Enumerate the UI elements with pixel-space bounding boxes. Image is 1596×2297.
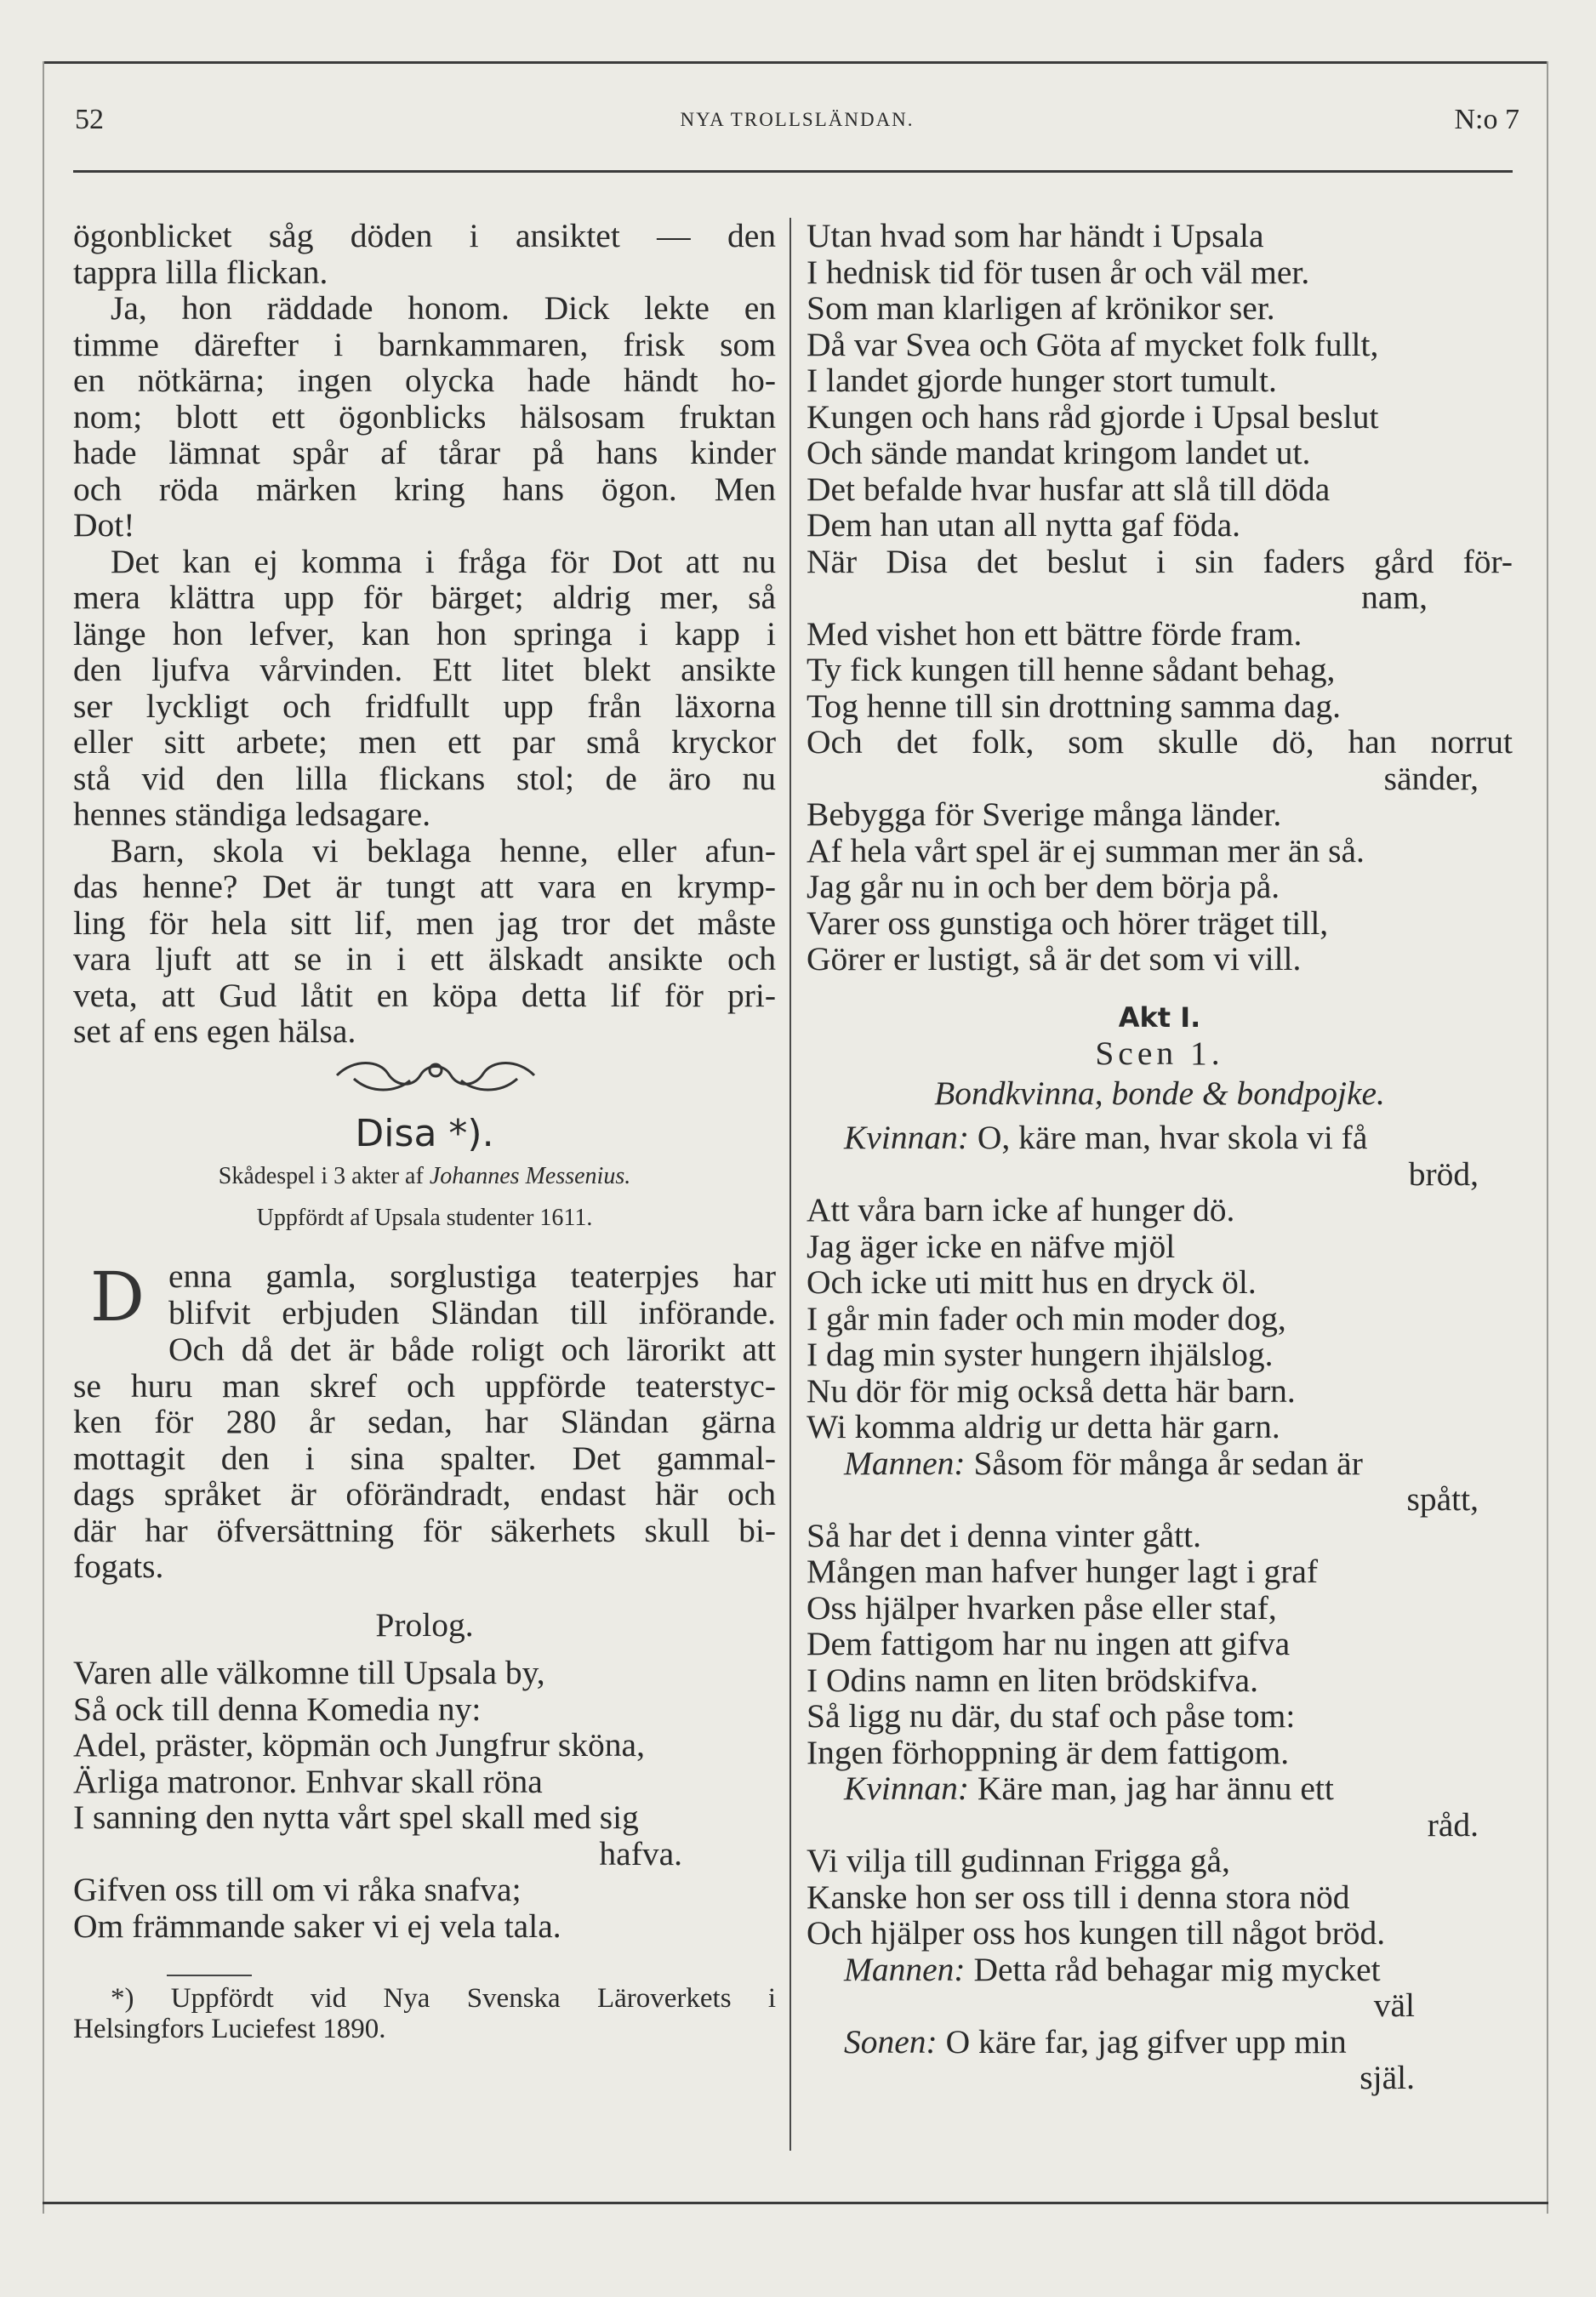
verse-line: Varen alle välkomne till Upsala by,	[73, 1654, 545, 1691]
text-line: mera klättra upp för bärget; aldrig mer, så	[73, 579, 776, 616]
verse-line: Ärliga matronor. Enhvar skall röna	[73, 1762, 543, 1800]
verse-line: Mången man hafver hunger lagt i graf	[807, 1553, 1319, 1590]
text-line: eller sitt arbete; men ett par små kryckor	[73, 723, 776, 761]
text-line: ling för hela sitt lif, men jag tror det måste	[73, 903, 776, 942]
verse-line: Utan hvad som har händt i Upsala	[807, 217, 1264, 254]
text-line: mottagit den i sina spalter. Det gammal-	[73, 1439, 776, 1477]
verse-continuation: hafva.	[599, 1834, 682, 1872]
scene-persons: Bondkvinna, bonde & bondpojke.	[934, 1074, 1385, 1112]
text-line: nom; blott ett ögonblicks hälsosam fruktan	[73, 397, 776, 436]
left-column	[73, 218, 776, 2044]
verse-line: Wi komma aldrig ur detta här garn.	[807, 1408, 1280, 1445]
line-text: Detta råd behagar mig mycket	[965, 1950, 1381, 1988]
text-line: stå vid den lilla flickans stol; de äro nu	[73, 759, 776, 797]
bottom-rule	[43, 2202, 1548, 2204]
text-line: das henne? Det är tungt att vara en krymp-	[73, 868, 776, 905]
prolog-heading: Prolog.	[375, 1605, 474, 1644]
verse-continuation: bröd,	[1408, 1154, 1479, 1193]
ornament-divider	[73, 1050, 776, 1104]
verse-line: Kanske hon ser oss till i denna stora nöd	[807, 1878, 1350, 1916]
story-ending	[73, 218, 776, 1050]
text-line: länge hon lefver, kan hon springa i kapp i	[73, 614, 776, 653]
text-line: ser lyckligt och fridfullt upp från läxorna	[73, 687, 776, 725]
verse-line: Och hjälper oss hos kungen till något bröd.	[807, 1914, 1386, 1952]
text-line: Och då det är både roligt och lärorikt att	[168, 1331, 776, 1368]
text-line: blifvit erbjuden Sländan till införande.	[168, 1293, 776, 1331]
verse-continuation: sänder,	[1383, 759, 1479, 797]
speaker-label: Sonen:	[844, 2022, 938, 2060]
line-text: O käre far, jag gifver upp min	[937, 2022, 1347, 2060]
verse-line: Dem fattigom har nu ingen att gifva	[807, 1625, 1291, 1662]
subtitle-text: Skådespel i 3 akter af	[218, 1163, 430, 1189]
footnote-rule	[167, 1975, 252, 1976]
text-line: ken för 280 år sedan, har Sländan gärna	[73, 1403, 776, 1440]
verse-line: I landet gjorde hunger stort tumult.	[807, 362, 1277, 399]
verse-line: Tog henne till sin drottning samma dag.	[807, 687, 1342, 725]
text-line: tappra lilla flickan.	[73, 253, 328, 291]
verse-line: Så ock till denna Komedia ny:	[73, 1690, 482, 1728]
verse-line: Dem han utan all nytta gaf föda.	[807, 506, 1241, 544]
column-divider	[789, 218, 791, 2151]
verse-line: Nu dör för mig också detta här barn.	[807, 1371, 1296, 1410]
verse-line: I Odins namn en liten brödskifva.	[807, 1661, 1258, 1699]
text-line: och röda märken kring hans ögon. Men	[73, 470, 776, 508]
speaker-label: Mannen:	[844, 1444, 966, 1482]
text-line: den ljufva vårvinden. Ett litet blekt ansikte	[73, 651, 776, 688]
top-border-rule	[43, 61, 1548, 64]
verse-line: I dag min syster hungern ihjälslog.	[807, 1336, 1274, 1373]
verse-line: Så ligg nu där, du staf och påse tom:	[807, 1697, 1296, 1735]
footnote-line: Helsingfors Luciefest 1890.	[73, 2014, 386, 2044]
speaker-label: Kvinnan:	[844, 1119, 970, 1156]
verse-line: I sanning den nytta vårt spel skall med sig	[73, 1798, 639, 1836]
verse-line: Och det folk, som skulle dö, han norrut	[807, 723, 1513, 761]
line-text: Käre man, jag har ännu ett	[969, 1770, 1334, 1807]
text-line: enna gamla, sorglustiga teaterpjes har	[168, 1257, 776, 1295]
prolog-verse	[73, 1655, 776, 1944]
footnote-line: *) Uppfördt vid Nya Svenska Läroverkets i	[111, 1983, 776, 2014]
right-column	[807, 218, 1513, 2096]
speaker-label: Mannen:	[844, 1950, 966, 1988]
verse-line: Görer er lustigt, så är det som vi vill.	[807, 940, 1302, 978]
verse-line: Varer oss gunstiga och hörer träget till,	[807, 903, 1329, 942]
verse-continuation: själ.	[1359, 2059, 1415, 2096]
verse-line: Om främmande saker vi ej vela tala.	[73, 1907, 561, 1945]
verse-line: I hednisk tid för tusen år och väl mer.	[807, 253, 1310, 291]
left-border-rule	[43, 61, 44, 2214]
verse-line: Och icke uti mitt hus en dryck öl.	[807, 1263, 1257, 1301]
verse-line: Adel, präster, köpmän och Jungfrur sköna,	[73, 1726, 645, 1764]
page-header	[75, 104, 1519, 141]
text-line: fogats.	[73, 1547, 164, 1585]
intro-paragraph	[73, 1258, 776, 1585]
verse-line: Så har det i denna vinter gått.	[807, 1516, 1201, 1554]
text-line: set af ens egen hälsa.	[73, 1012, 356, 1050]
verse-continuation: spått,	[1406, 1480, 1479, 1518]
text-line: dags språket är oförändradt, endast här och	[73, 1475, 776, 1513]
page-number: 52	[75, 104, 104, 135]
text-line: Det kan ej komma i fråga för Dot att nu	[111, 542, 776, 580]
text-line: hade lämnat spår af tårar på hans kinder	[73, 434, 776, 471]
dialogue-line	[807, 1120, 1513, 1156]
line-text: Såsom för många år sedan är	[965, 1444, 1363, 1482]
dialogue-line	[807, 1952, 1513, 1988]
verse-line: Med vishet hon ett bättre förde fram.	[807, 614, 1302, 653]
verse-continuation: väl	[1373, 1986, 1415, 2024]
text-line: där har öfversättning för säkerhets skull bi-	[73, 1511, 776, 1549]
verse-line: Kungen och hans råd gjorde i Upsal beslut	[807, 397, 1379, 436]
dialogue-line	[807, 2024, 1513, 2060]
verse-line: I går min fader och min moder dog,	[807, 1299, 1286, 1337]
text-line: en nötkärna; ingen olycka hade händt ho-	[73, 362, 776, 399]
drop-cap: D	[89, 1257, 145, 1337]
verse-line: Som man klarligen af krönikor ser.	[807, 289, 1275, 327]
text-line: vara ljuft att se in i ett älskadt ansikte och	[73, 940, 776, 978]
text-line: hennes ständiga ledsagare.	[73, 795, 431, 833]
verse-line: Vi vilja till gudinnan Frigga gå,	[807, 1842, 1230, 1879]
right-border-rule	[1547, 61, 1548, 2214]
text-line: veta, att Gud låtit en köpa detta lif för pri-	[73, 976, 776, 1014]
text-line: ögonblicket såg döden i ansiktet — den	[73, 217, 776, 254]
verse-line: Oss hjälper hvarken påse eller staf,	[807, 1588, 1277, 1627]
dialogue	[807, 1120, 1513, 2096]
scene-heading: Scen 1.	[1095, 1035, 1224, 1072]
act-heading: Akt I.	[1118, 1000, 1201, 1034]
verse-line: Det befalde hvar husfar att slå till döda	[807, 470, 1331, 508]
author-name: Johannes Messenius.	[429, 1163, 631, 1189]
text-line: Ja, hon räddade honom. Dick lekte en	[111, 289, 776, 327]
issue-number: N:o 7	[1454, 104, 1519, 135]
text-line: se huru man skref och uppförde teaterstyc-	[73, 1366, 776, 1405]
dialogue-line	[807, 1445, 1513, 1482]
verse-continuation: nam,	[1361, 579, 1428, 616]
header-rule	[73, 170, 1513, 173]
dialogue-line	[807, 1770, 1513, 1807]
article-title: Disa *).	[355, 1111, 494, 1155]
verse-line: Och sände mandat kringom landet ut.	[807, 434, 1311, 471]
verse-line: Bebygga för Sverige många länder.	[807, 795, 1282, 833]
publication-title: NYA TROLLSLÄNDAN.	[680, 109, 915, 130]
performance-note: Uppfördt af Upsala studenter 1611.	[256, 1204, 593, 1231]
text-line: Dot!	[73, 506, 135, 544]
verse-line: Ingen förhoppning är dem fattigom.	[807, 1733, 1290, 1771]
verse-line: Jag går nu in och ber dem börja på.	[807, 868, 1280, 905]
text-line: Barn, skola vi beklaga henne, eller afun-	[111, 831, 776, 869]
verse-line: Att våra barn icke af hunger dö.	[807, 1191, 1235, 1228]
verse-line: Af hela vårt spel är ej summan mer än så.	[807, 831, 1365, 869]
text-line: timme därefter i barnkammaren, frisk som	[73, 325, 776, 363]
verse-line: Gifven oss till om vi råka snafva;	[73, 1871, 522, 1908]
verse-continuation: råd.	[1427, 1805, 1479, 1844]
verse-line: Jag äger icke en näfve mjöl	[807, 1227, 1176, 1265]
ornament-flourish-icon	[73, 1050, 776, 1104]
speaker-label: Kvinnan:	[844, 1770, 970, 1807]
prolog-verse-continued	[807, 218, 1513, 978]
article-subtitle	[73, 1159, 776, 1195]
verse-line: När Disa det beslut i sin faders gård för-	[807, 542, 1513, 580]
line-text: O, käre man, hvar skola vi få	[969, 1119, 1368, 1156]
verse-line: Ty fick kungen till henne sådant behag,	[807, 651, 1336, 688]
verse-line: Då var Svea och Göta af mycket folk fullt,	[807, 325, 1379, 363]
